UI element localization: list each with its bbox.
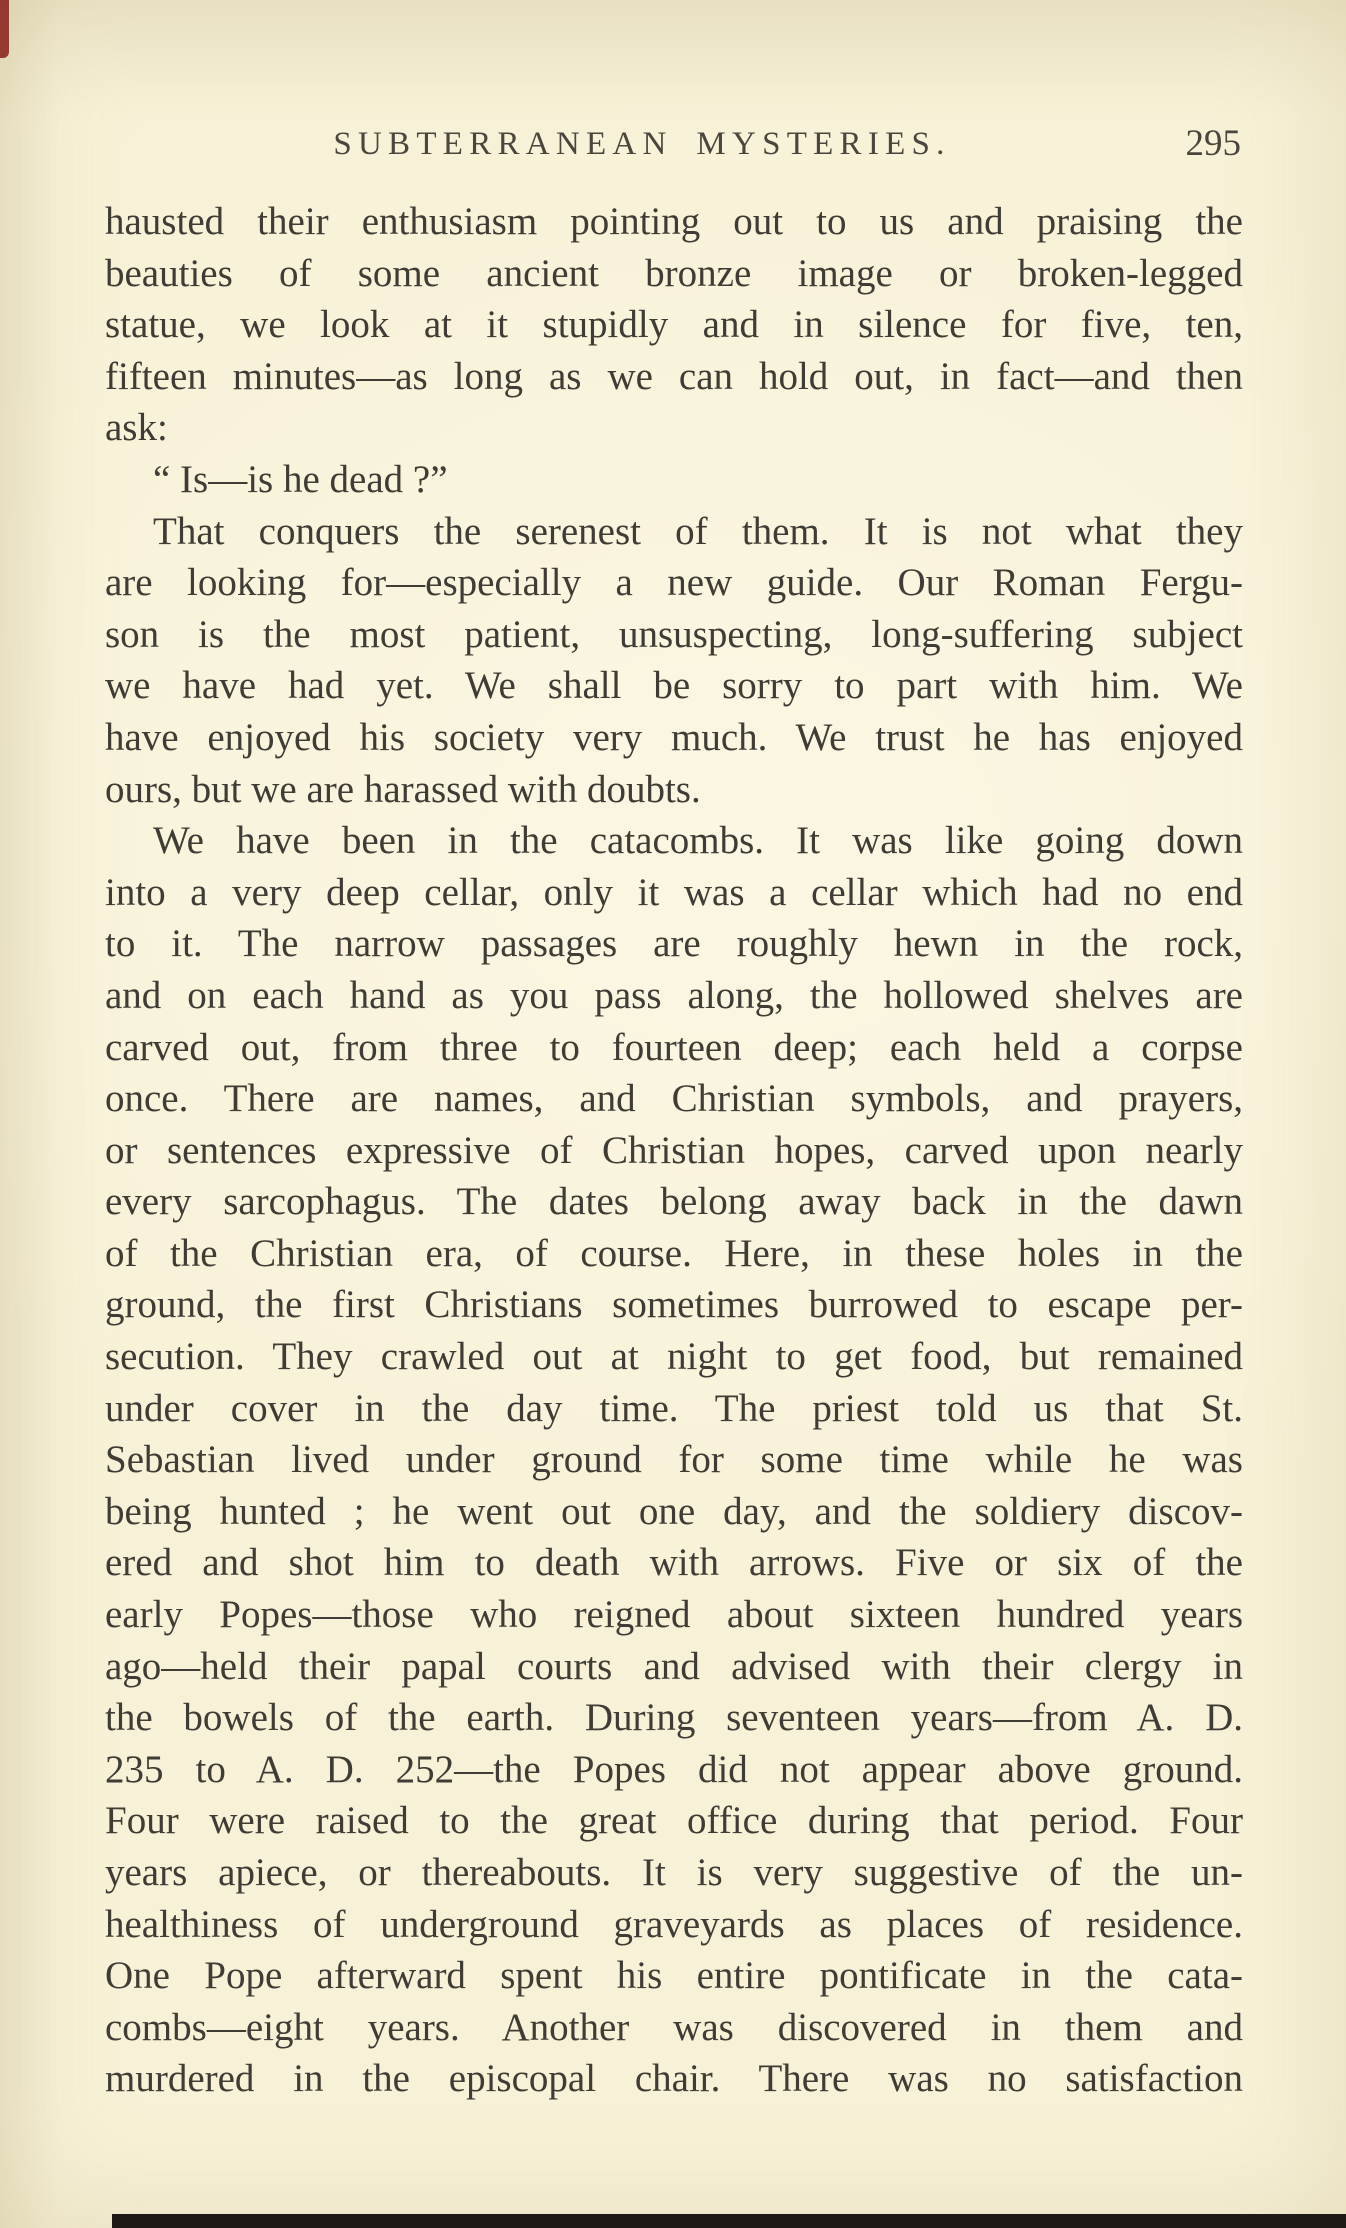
text-line: to it. The narrow passages are roughly hewn in the rock, <box>105 922 1243 966</box>
body-text-block <box>105 196 1243 2105</box>
text-line: or sentences expressive of Christian hopes, carved upon nearly <box>105 1128 1243 1172</box>
text-line: we have had yet. We shall be sorry to part with him. We <box>105 664 1243 708</box>
text-line: statue, we look at it stupidly and in silence for five, ten, <box>105 303 1243 347</box>
text-line: years apiece, or thereabouts. It is very suggestive of the un- <box>105 1851 1243 1894</box>
text-line: early Popes—those who reigned about sixteen hundred years <box>105 1593 1243 1637</box>
text-line: of the Christian era, of course. Here, in these holes in the <box>105 1231 1243 1275</box>
text-line: fifteen minutes—as long as we can hold out, in fact—and then <box>105 354 1243 398</box>
text-line: One Pope afterward spent his entire pontificate in the cata- <box>105 1954 1243 1998</box>
text-line: beauties of some ancient bronze image or broken-legged <box>105 251 1243 295</box>
text-line: That conquers the serenest of them. It is not what they <box>153 509 1243 553</box>
text-line: combs—eight years. Another was discovered in them and <box>105 2005 1243 2049</box>
text-line: 235 to A. D. 252—the Popes did not appear above ground. <box>105 1747 1243 1791</box>
text-line: Sebastian lived under ground for some time while he was <box>105 1438 1243 1482</box>
text-line: under cover in the day time. The priest told us that St. <box>105 1386 1243 1430</box>
text-line: We have been in the catacombs. It was like going down <box>153 819 1243 863</box>
text-line: and on each hand as you pass along, the hollowed shelves are <box>105 973 1243 1017</box>
text-line: ours, but we are harassed with doubts. <box>105 767 701 811</box>
text-line: have enjoyed his society very much. We trust he has enjoyed <box>105 715 1243 759</box>
text-line: being hunted ; he went out one day, and the soldiery discov- <box>105 1489 1243 1533</box>
page-number: 295 <box>1185 123 1241 164</box>
text-line: are looking for—especially a new guide. Our Roman Fergu- <box>105 561 1243 605</box>
text-line: ground, the first Christians sometimes burrowed to escape per- <box>105 1283 1243 1327</box>
text-line: healthiness of underground graveyards as places of residence. <box>105 1902 1243 1946</box>
page-title: SUBTERRANEAN MYSTERIES. <box>333 126 951 162</box>
text-line: son is the most patient, unsuspecting, long-suffering subject <box>105 612 1243 656</box>
text-line: ask: <box>105 406 168 450</box>
text-line: every sarcophagus. The dates belong away back in the dawn <box>105 1180 1243 1224</box>
binding-corner-mark <box>0 0 9 58</box>
text-line: Four were raised to the great office during that period. Four <box>105 1799 1243 1843</box>
text-line: ered and shot him to death with arrows. Five or six of the <box>105 1541 1243 1585</box>
text-line: into a very deep cellar, only it was a cellar which had no end <box>105 870 1243 914</box>
text-line: murdered in the episcopal chair. There was no satisfaction <box>105 2057 1243 2101</box>
scan-edge-bar <box>112 2214 1346 2228</box>
text-line: the bowels of the earth. During seventeen years—from A. D. <box>105 1696 1243 1740</box>
text-line: ago—held their papal courts and advised with their clergy in <box>105 1644 1243 1688</box>
text-line: hausted their enthusiasm pointing out to us and praising the <box>105 200 1243 243</box>
text-line: “ Is—is he dead ?” <box>153 457 448 501</box>
text-line: carved out, from three to fourteen deep; each held a corpse <box>105 1025 1243 1069</box>
text-line: secution. They crawled out at night to get food, but remained <box>105 1335 1243 1379</box>
text-line: once. There are names, and Christian symbols, and prayers, <box>105 1077 1243 1121</box>
running-head <box>105 122 1243 168</box>
